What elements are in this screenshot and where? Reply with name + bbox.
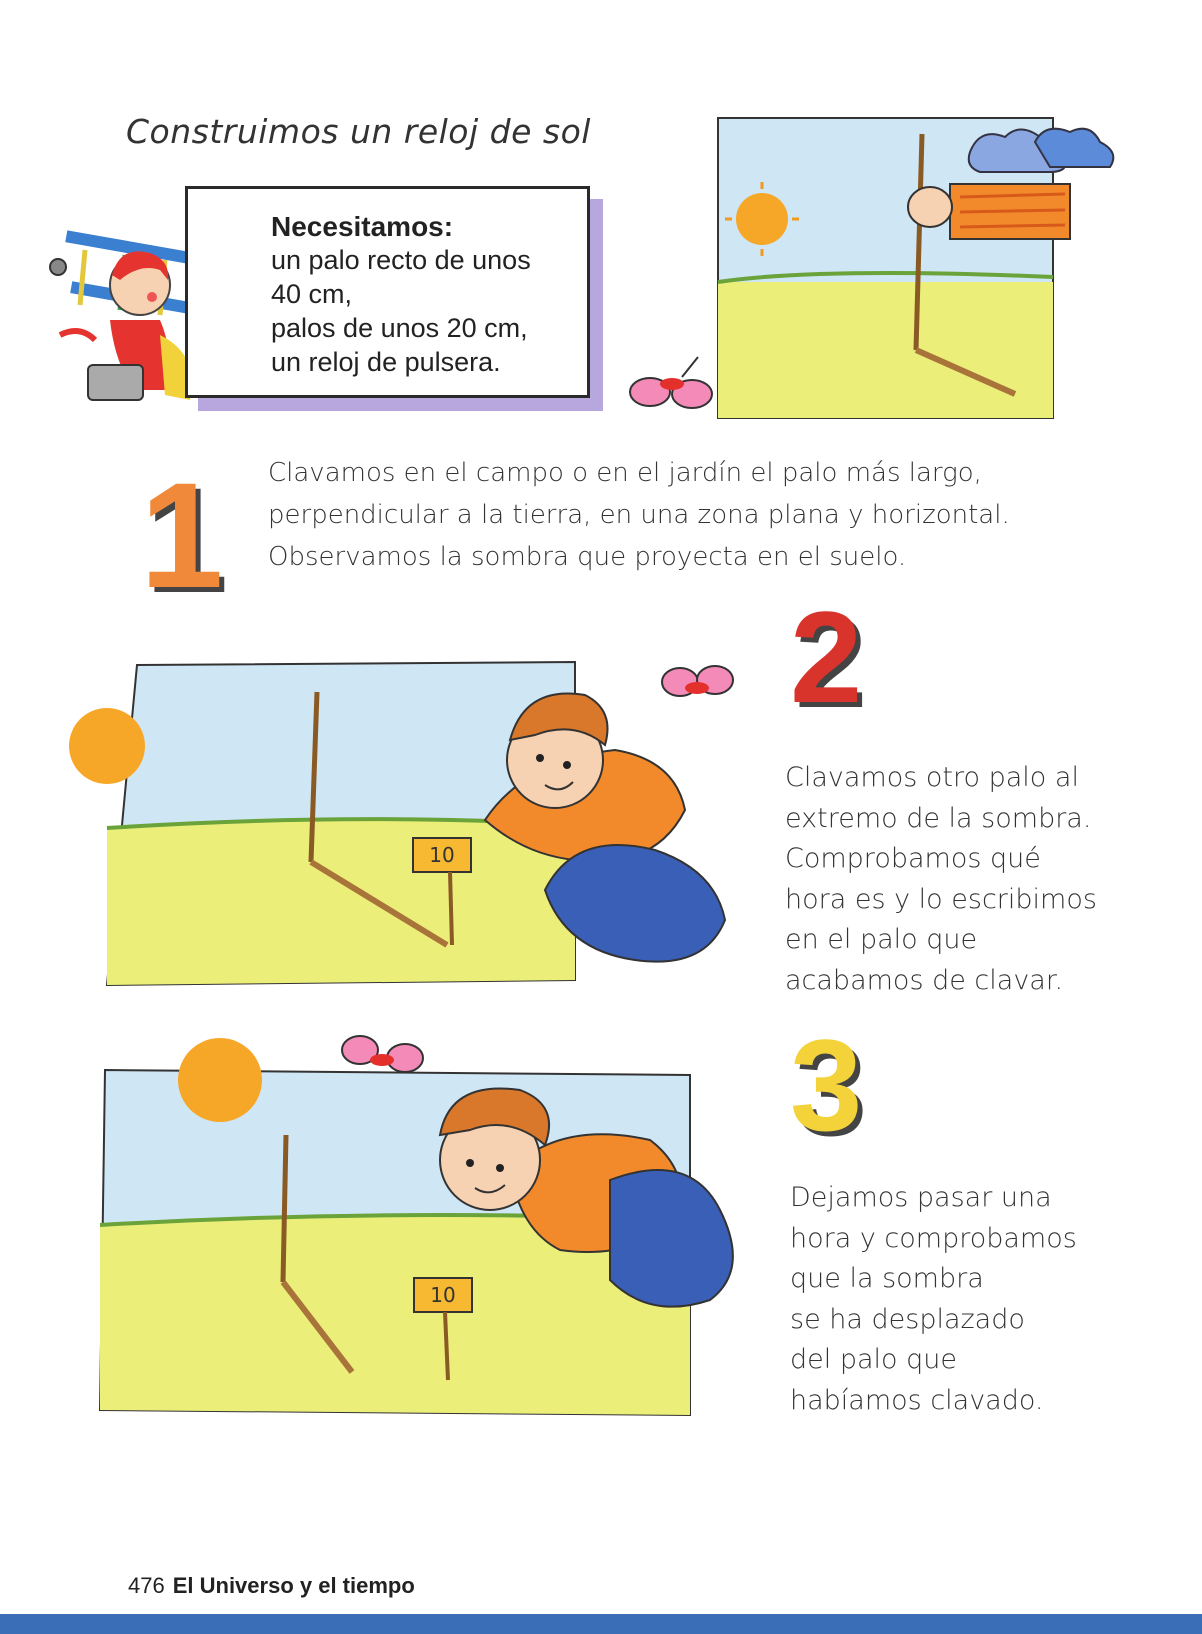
step-3-line: del palo que (790, 1344, 957, 1375)
step-2-text (785, 758, 1097, 1001)
step-3-line: habíamos clavado. (790, 1384, 1044, 1416)
step-2-line: acabamos de clavar. (785, 964, 1064, 996)
step-2-line: Clavamos otro palo al (785, 762, 1079, 793)
footer-bar (0, 1614, 1202, 1634)
page-title: Construimos un reloj de sol (126, 112, 591, 151)
page-footer (128, 1573, 415, 1599)
step-1-line: Observamos la sombra que proyecta en el suelo. (268, 542, 907, 572)
materials-box (185, 186, 590, 398)
materials-line: 40 cm, (271, 279, 353, 309)
materials-line: palos de unos 20 cm, (271, 313, 528, 343)
time-sign-label: 10 (429, 843, 455, 867)
step-3-line: hora y comprobamos (790, 1222, 1077, 1254)
step-2-line: en el palo que (785, 924, 978, 955)
materials-line: un palo recto de unos (271, 245, 531, 275)
step-2-illustration (55, 640, 775, 1020)
step-2-line: Comprobamos qué (785, 843, 1041, 874)
step-2-line: hora es y lo escribimos (785, 883, 1097, 915)
step-3-number: 3 (790, 1012, 863, 1158)
page-number: 476 (128, 1573, 165, 1598)
step-1-line: Clavamos en el campo o en el jardín el palo más largo, (268, 458, 982, 488)
step-3-line: se ha desplazado (790, 1303, 1025, 1335)
materials-heading: Necesitamos: (271, 211, 454, 242)
section-title: El Universo y el tiempo (172, 1573, 415, 1598)
step-3-line: Dejamos pasar una (790, 1182, 1052, 1213)
materials-line: un reloj de pulsera. (271, 347, 501, 377)
step-2-line: extremo de la sombra. (785, 802, 1092, 834)
stick-planting-illustration (620, 112, 1140, 452)
step-1-line: perpendicular a la tierra, en una zona plana y horizontal. (268, 500, 1010, 530)
step-3-text (790, 1178, 1077, 1421)
step-3-illustration (90, 1020, 770, 1440)
step-1-number: 1 (140, 451, 224, 619)
time-sign-label: 10 (430, 1283, 456, 1307)
step-2-number: 2 (790, 584, 863, 730)
step-1-text (268, 452, 1010, 578)
step-3-line: que la sombra (790, 1263, 984, 1294)
